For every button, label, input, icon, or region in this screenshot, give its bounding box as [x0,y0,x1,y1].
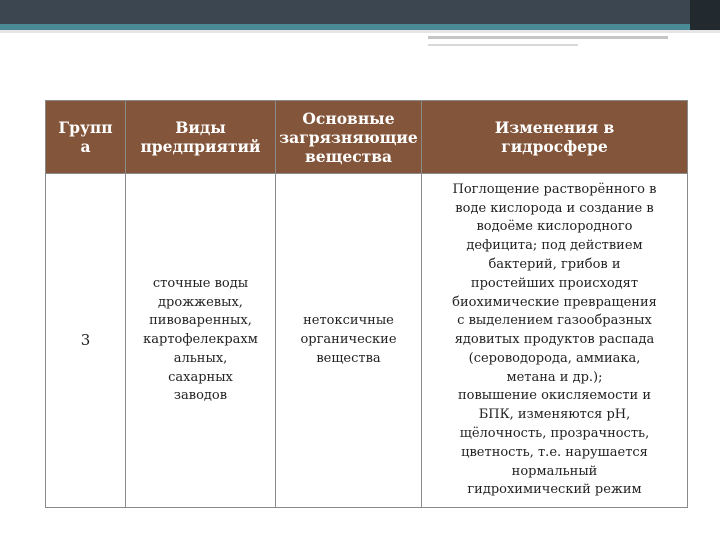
cell-line: с выделением газообразных [457,313,652,329]
cell-pollutants [276,174,422,508]
cell-line: воде кислорода и создание в [455,200,654,216]
cell-line: органические [300,332,397,348]
cell-line: Поглощение растворённого в [452,181,657,197]
top-bar-corner [690,0,720,30]
cell-line: пивоваренных, [149,313,252,329]
cell-line: простейших происходят [470,275,639,291]
cell-line: метана и др.); [506,369,603,385]
cell-line: сточные воды [152,275,249,291]
header-line: а [80,137,91,156]
cell-hydrosphere-changes [422,174,688,508]
pollution-table [45,100,688,508]
header-pollutants [276,101,422,174]
cell-line: нормальный [511,463,598,479]
cell-line: щёлочность, прозрачность, [459,426,650,442]
cell-line: водоёме кислородного [476,219,633,235]
header-line: Групп [58,118,113,137]
cell-line: (сероводорода, аммиака, [468,350,641,366]
header-line: Основные [302,108,395,128]
decor-line [0,30,720,33]
cell-line: ядовитых продуктов распада [454,332,655,348]
header-row [46,101,688,174]
header-line: гидросфере [501,137,608,156]
cell-line: биохимические превращения [452,294,657,310]
header-line: загрязняющие [279,127,418,147]
cell-line: заводов [173,388,228,404]
cell-line: бактерий, грибов и [488,256,621,272]
header-line: Изменения в [494,118,615,137]
cell-line: картофелекрахм [143,332,258,348]
cell-line: повышение окисляемости и [457,388,651,404]
cell-line: сахарных [168,369,233,385]
decor-line [428,44,578,46]
header-group [46,101,126,174]
cell-line: цветность, т.е. нарушается [461,444,648,460]
cell-line: нетоксичные [303,313,394,329]
table-row [46,174,688,508]
cell-line: дефицита; под действием [466,238,643,254]
group-number: 3 [80,331,91,350]
cell-line: дрожжевых, [158,294,243,310]
decor-line [428,36,668,39]
cell-line: альных, [173,350,228,366]
header-hydrosphere-changes [422,101,688,174]
header-enterprise-types [126,101,276,174]
cell-enterprise-types [126,174,276,508]
header-line: предприятий [140,137,261,156]
cell-line: вещества [316,350,381,366]
header-line: Виды [175,118,226,137]
header-line: вещества [304,146,393,166]
cell-group [46,174,126,508]
cell-line: БПК, изменяются рН, [478,407,631,423]
cell-line: гидрохимический режим [467,482,642,498]
